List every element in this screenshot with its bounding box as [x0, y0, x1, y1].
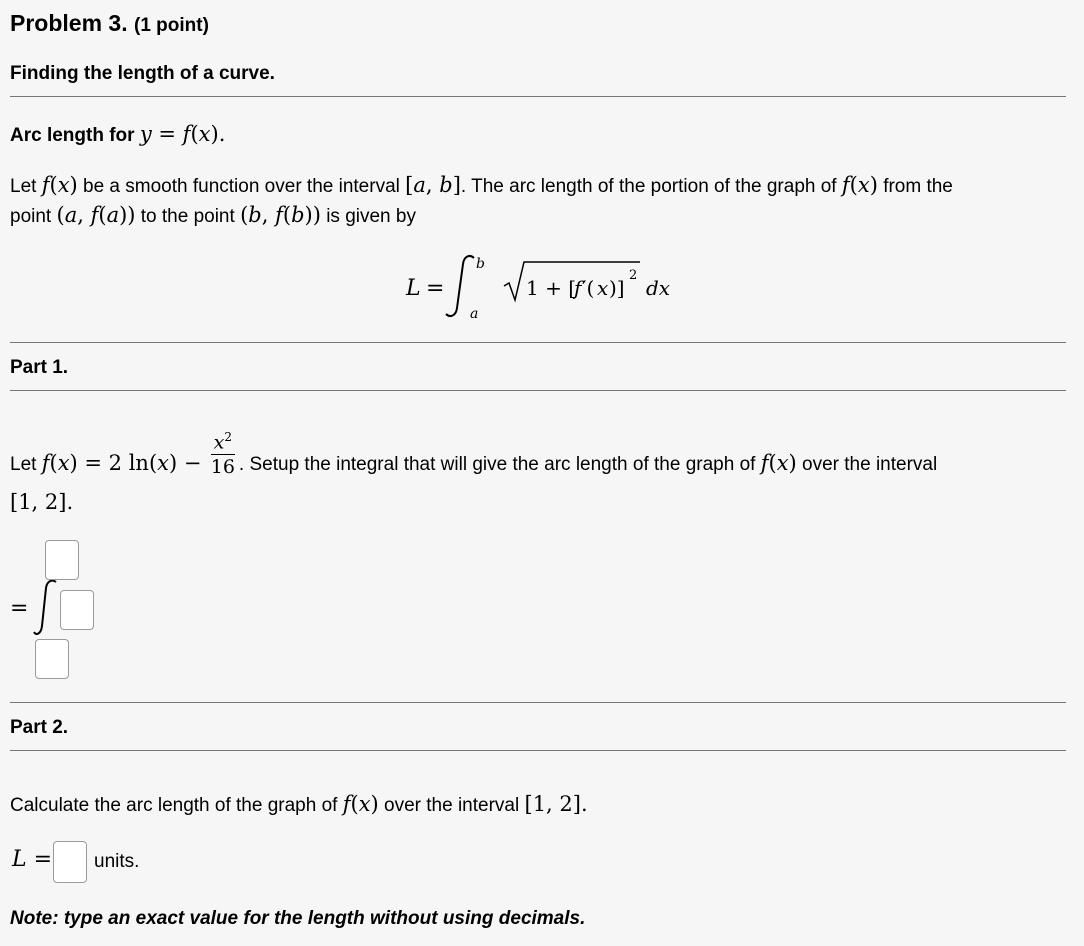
- math-interval-1-2: [1, 2].: [10, 490, 74, 514]
- note-text: Note: type an exact value for the length without using decimals.: [10, 908, 586, 929]
- intro-text: to the point: [140, 206, 235, 227]
- svg-text:2: 2: [629, 268, 638, 283]
- formula-graphic: [400, 250, 680, 325]
- intro-text: Let: [10, 176, 37, 197]
- divider: [10, 390, 1066, 391]
- intro-heading: [10, 122, 225, 147]
- math-fx-definition: f(x) = 2 ln(x) −: [41, 451, 202, 475]
- problem-subtitle: Finding the length of a curve.: [10, 63, 275, 84]
- intro-text: be a smooth function over the interval: [83, 176, 400, 197]
- part1-statement: [10, 425, 937, 485]
- svg-text:1 + [: 1 + [: [526, 276, 576, 300]
- math-fx: f(x): [841, 173, 878, 197]
- integrand-input[interactable]: [60, 590, 94, 630]
- intro-heading-text: Arc length for: [10, 125, 135, 146]
- divider: [10, 96, 1066, 97]
- intro-line-1: [10, 173, 953, 198]
- upper-limit-input[interactable]: [45, 540, 79, 580]
- svg-text:x: x: [597, 276, 609, 300]
- math-fx: f(x): [760, 451, 797, 475]
- svg-text:)]: )]: [609, 276, 625, 300]
- units-label: units.: [94, 851, 140, 872]
- svg-text:′(: ′(: [582, 276, 595, 300]
- intro-text: is given by: [326, 206, 416, 227]
- divider: [10, 702, 1066, 703]
- svg-text:dx: dx: [646, 276, 671, 300]
- part2-text: over the interval: [384, 795, 520, 816]
- math-fx: f(x): [342, 792, 379, 816]
- intro-heading-math: y = f(x).: [139, 122, 226, 146]
- math-L-equals: L =: [12, 847, 53, 872]
- math-interval-ab: [a, b]: [405, 173, 461, 197]
- arc-length-answer-input[interactable]: [53, 841, 87, 883]
- part1-heading: Part 1.: [10, 357, 69, 378]
- part1-text: . Setup the integral that will give the arc length of the graph of: [238, 454, 756, 475]
- svg-text:a: a: [470, 306, 479, 322]
- equals-sign: =: [10, 596, 29, 621]
- arc-length-formula: [400, 250, 680, 325]
- fraction-x2-16: $\frac{x^2}{16}$: [210, 430, 235, 479]
- math-point-b: (b, f(b)): [240, 203, 321, 227]
- svg-text:=: =: [426, 276, 445, 301]
- part1-text: over the interval: [802, 454, 938, 475]
- divider: [10, 342, 1066, 343]
- problem-label: Problem 3.: [10, 10, 128, 36]
- integral-sign-icon: [32, 578, 62, 638]
- part2-heading: Part 2.: [10, 717, 69, 738]
- part2-statement: [10, 792, 588, 817]
- part1-text: Let: [10, 454, 37, 475]
- svg-text:f: f: [574, 276, 582, 300]
- svg-text:L: L: [406, 276, 421, 301]
- intro-line-2: [10, 203, 416, 228]
- math-interval-1-2: [1, 2].: [524, 792, 588, 816]
- math-point-a: (a, f(a)): [56, 203, 136, 227]
- intro-text: point: [10, 206, 52, 227]
- svg-text:b: b: [476, 256, 485, 272]
- part2-text: Calculate the arc length of the graph of: [10, 795, 338, 816]
- lower-limit-input[interactable]: [35, 639, 69, 679]
- problem-title: [10, 10, 209, 37]
- math-fx: f(x): [41, 173, 78, 197]
- intro-text: from the: [883, 176, 953, 197]
- intro-text: . The arc length of the portion of the graph of: [460, 176, 837, 197]
- divider: [10, 750, 1066, 751]
- problem-points: (1 point): [134, 15, 209, 36]
